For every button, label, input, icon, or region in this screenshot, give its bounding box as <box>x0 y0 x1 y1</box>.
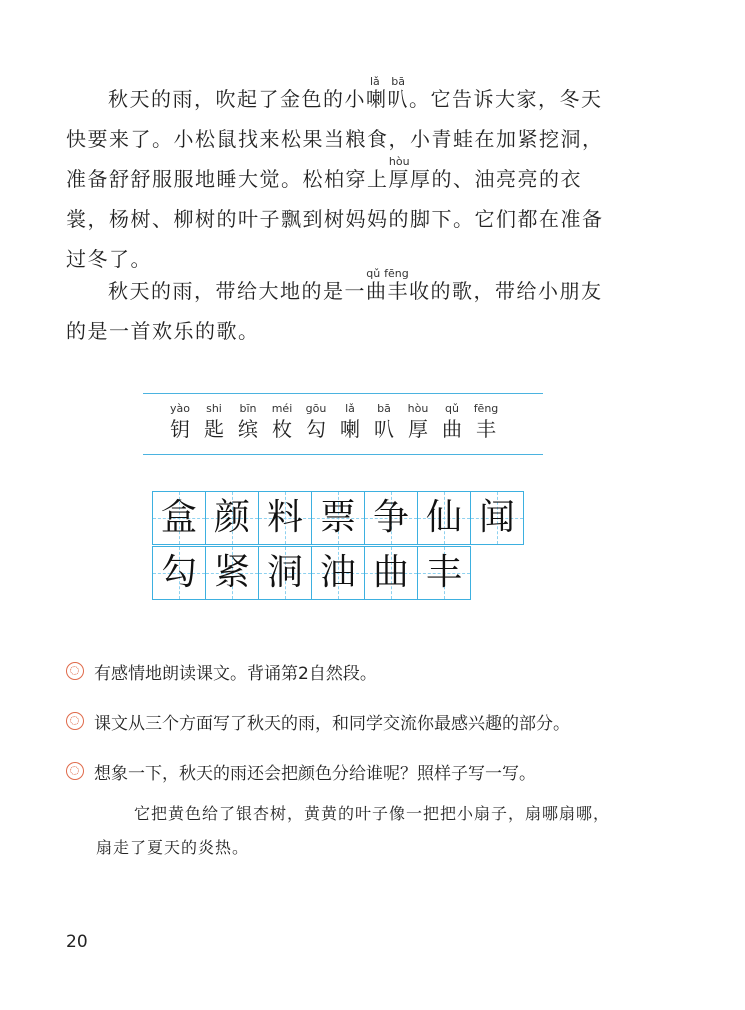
writing-character: 油 <box>319 552 356 593</box>
tianzige-cell <box>152 491 206 545</box>
exercise-3 <box>66 759 536 783</box>
writing-character: 颜 <box>213 497 250 538</box>
vocab-item <box>265 402 299 442</box>
writing-character: 争 <box>372 497 409 538</box>
pinyin-annotated-word: 厚hòu <box>388 155 410 191</box>
writing-character: 洞 <box>266 552 303 593</box>
vocab-item <box>163 402 197 442</box>
vocab-character: 钥 <box>170 417 190 441</box>
vocab-pinyin: gōu <box>305 402 327 415</box>
tianzige-cell <box>258 546 312 600</box>
tianzige-cell <box>311 546 365 600</box>
vocab-pinyin: méi <box>271 402 293 415</box>
writing-character: 曲 <box>372 552 409 593</box>
tianzige-cell <box>258 491 312 545</box>
vocab-item <box>299 402 333 442</box>
writing-character: 闻 <box>478 497 515 538</box>
vocab-pinyin: yào <box>170 402 190 415</box>
writing-character: 丰 <box>425 552 462 593</box>
writing-character: 紧 <box>213 552 250 593</box>
vocab-pinyin: hòu <box>407 402 429 415</box>
tianzige-cell <box>205 491 259 545</box>
vocab-pinyin: bā <box>377 402 391 415</box>
tianzige-cell <box>417 546 471 600</box>
exercise-text: 想象一下，秋天的雨还会把颜色分给谁呢？照样子写一写。 <box>94 763 536 784</box>
exercise-2 <box>66 709 570 733</box>
pinyin-annotated-word: 喇叭lǎ bā <box>366 75 409 111</box>
vocab-item <box>401 402 435 442</box>
exercise-badge-icon <box>66 762 84 780</box>
vocab-character: 丰 <box>476 417 496 441</box>
vocab-character: 厚 <box>408 417 428 441</box>
vocab-character: 枚 <box>272 417 292 441</box>
page-number: 20 <box>66 932 88 952</box>
exercise-badge-icon <box>66 712 84 730</box>
tianzige-cell <box>364 491 418 545</box>
writing-character: 盒 <box>160 497 197 538</box>
example-sentence-text: 它把黄色给了银杏树，黄黄的叶子像一把把小扇子，扇哪扇哪，扇走了夏天的炎热。 <box>96 804 611 857</box>
exercise-badge-icon <box>66 662 84 680</box>
tianzige-cell <box>311 491 365 545</box>
tianzige-cell <box>364 546 418 600</box>
vocab-character: 喇 <box>340 417 360 441</box>
exercise-text: 有感情地朗读课文。背诵第2自然段。 <box>94 663 377 684</box>
vocab-pinyin: qǔ <box>445 402 459 415</box>
writing-character: 票 <box>319 497 356 538</box>
paragraph-text: 秋天的雨，吹起了金色的小 <box>108 87 366 111</box>
passage-paragraph-2 <box>66 268 622 351</box>
vocab-item <box>469 402 503 442</box>
paragraph-text: 秋天的雨，带给大地的是一 <box>108 279 366 303</box>
passage-paragraph-1 <box>66 76 622 279</box>
tianzige-cell <box>205 546 259 600</box>
pinyin-annotated-word: 曲丰qǔ fēng <box>366 267 409 303</box>
vocab-pinyin: lǎ <box>345 402 355 415</box>
vocab-item <box>367 402 401 442</box>
writing-character: 勾 <box>160 552 197 593</box>
vocab-character: 缤 <box>238 417 258 441</box>
vocab-pinyin: fēng <box>473 402 499 415</box>
vocab-pinyin: bīn <box>239 402 257 415</box>
vocab-item <box>333 402 367 442</box>
vocab-pinyin: shi <box>206 402 222 415</box>
vocab-item <box>435 402 469 442</box>
paragraph-text: 厚的、油亮亮的衣裳，杨树、柳树的叶子飘到树妈妈的脚下。它们都在准备过冬了。 <box>66 167 604 271</box>
exercise-text: 课文从三个方面写了秋天的雨，和同学交流你最感兴趣的部分。 <box>94 713 570 734</box>
example-sentence <box>96 797 624 865</box>
vocab-item <box>197 402 231 442</box>
vocab-character: 勾 <box>306 417 326 441</box>
paragraph-text: 。它告诉大家，冬天快要来了。小松鼠找来松果当粮食，小青蛙在加紧挖洞，准备舒舒服服地睡大觉。松柏穿上 <box>66 87 604 191</box>
tianzige-cell <box>152 546 206 600</box>
tianzige-cell <box>417 491 471 545</box>
vocab-character: 匙 <box>204 417 224 441</box>
vocab-character: 叭 <box>374 417 394 441</box>
vocab-character: 曲 <box>442 417 462 441</box>
tianzige-cell <box>470 491 524 545</box>
vocab-list <box>163 402 503 442</box>
exercise-1 <box>66 659 377 683</box>
writing-grid-row-2 <box>152 546 471 600</box>
writing-grid-row-1 <box>152 491 524 545</box>
writing-character: 料 <box>266 497 303 538</box>
recognition-characters-box <box>143 393 543 455</box>
vocab-item <box>231 402 265 442</box>
paragraph-text: 收的歌，带给小朋友的是一首欢乐的歌。 <box>66 279 603 343</box>
writing-character: 仙 <box>425 497 462 538</box>
